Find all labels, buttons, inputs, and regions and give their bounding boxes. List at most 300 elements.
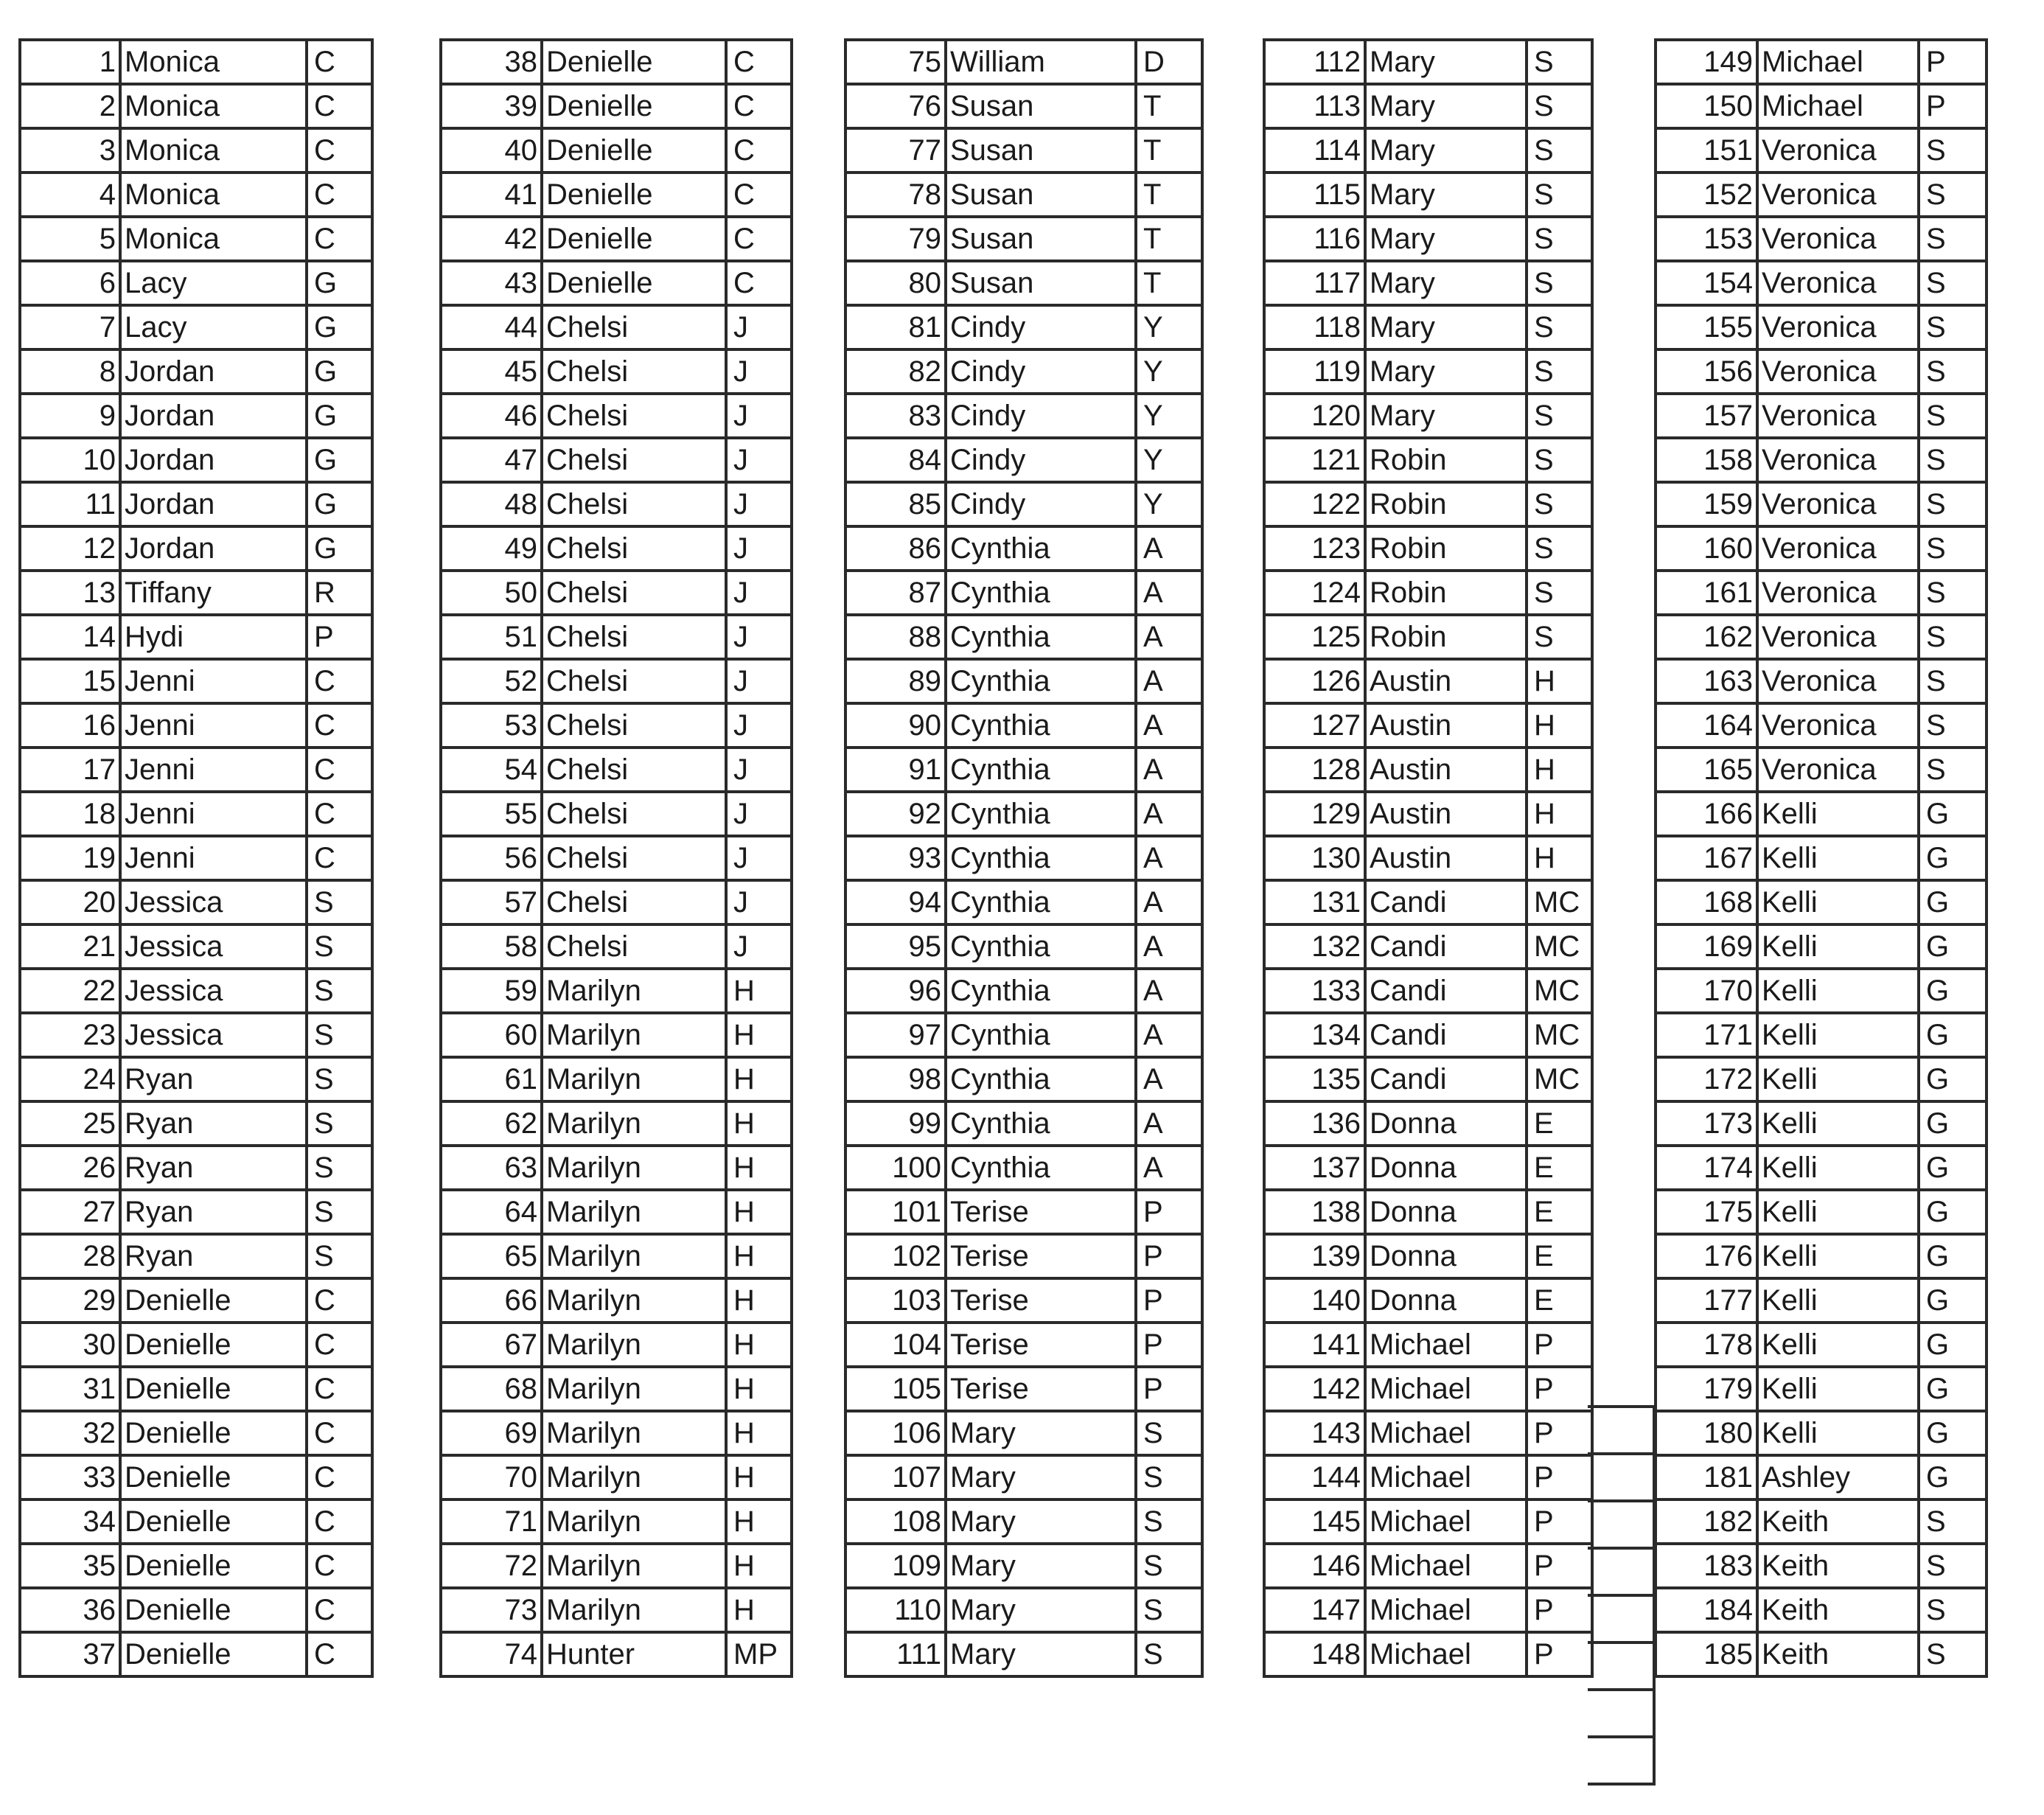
row-number-cell: 54 bbox=[441, 748, 542, 792]
row-number-cell: 10 bbox=[20, 438, 120, 482]
code-cell: H bbox=[726, 969, 792, 1013]
name-cell: Austin bbox=[1365, 792, 1527, 836]
table-row bbox=[20, 792, 372, 836]
row-number-cell: 145 bbox=[1264, 1499, 1365, 1544]
code-cell: H bbox=[726, 1411, 792, 1455]
table-row bbox=[1264, 173, 1592, 217]
code-cell: G bbox=[307, 305, 372, 349]
row-number-cell: 21 bbox=[20, 924, 120, 969]
name-cell: Marilyn bbox=[542, 1057, 726, 1101]
name-cell: Kelli bbox=[1757, 1146, 1919, 1190]
name-cell: Denielle bbox=[120, 1367, 307, 1411]
name-cell: Chelsi bbox=[542, 615, 726, 659]
table-row bbox=[845, 1278, 1202, 1323]
code-cell: C bbox=[307, 1588, 372, 1632]
name-cell: Austin bbox=[1365, 836, 1527, 880]
code-cell: A bbox=[1136, 571, 1202, 615]
name-cell: Denielle bbox=[120, 1278, 307, 1323]
table-row bbox=[845, 305, 1202, 349]
table-row bbox=[845, 261, 1202, 305]
code-cell: G bbox=[1919, 1057, 1987, 1101]
row-number-cell: 157 bbox=[1656, 394, 1757, 438]
empty-row bbox=[1588, 1642, 1654, 1690]
name-cell: Keith bbox=[1757, 1544, 1919, 1588]
name-cell: Mary bbox=[1365, 261, 1527, 305]
table-row bbox=[845, 1146, 1202, 1190]
table-row bbox=[1264, 1544, 1592, 1588]
row-number-cell: 6 bbox=[20, 261, 120, 305]
row-number-cell: 77 bbox=[845, 128, 946, 173]
code-cell: S bbox=[1527, 615, 1592, 659]
table-row bbox=[1656, 1057, 1987, 1101]
code-cell: C bbox=[726, 128, 792, 173]
table-row bbox=[1264, 1455, 1592, 1499]
code-cell: J bbox=[726, 748, 792, 792]
row-number-cell: 33 bbox=[20, 1455, 120, 1499]
row-number-cell: 59 bbox=[441, 969, 542, 1013]
row-number-cell: 112 bbox=[1264, 40, 1365, 84]
code-cell: S bbox=[307, 880, 372, 924]
table-row bbox=[441, 1146, 792, 1190]
empty-row bbox=[1588, 1737, 1654, 1784]
name-cell: Kelli bbox=[1757, 1367, 1919, 1411]
row-number-cell: 17 bbox=[20, 748, 120, 792]
table-row bbox=[1656, 217, 1987, 261]
row-number-cell: 114 bbox=[1264, 128, 1365, 173]
table-row bbox=[441, 1323, 792, 1367]
name-cell: Monica bbox=[120, 84, 307, 128]
name-cell: Denielle bbox=[120, 1455, 307, 1499]
name-cell: Tiffany bbox=[120, 571, 307, 615]
row-number-cell: 41 bbox=[441, 173, 542, 217]
code-cell: A bbox=[1136, 615, 1202, 659]
code-cell: C bbox=[726, 173, 792, 217]
row-number-cell: 76 bbox=[845, 84, 946, 128]
name-cell: Denielle bbox=[120, 1499, 307, 1544]
name-cell: Denielle bbox=[120, 1544, 307, 1588]
code-cell: S bbox=[307, 969, 372, 1013]
row-number-cell: 4 bbox=[20, 173, 120, 217]
code-cell: H bbox=[726, 1278, 792, 1323]
table-row bbox=[845, 615, 1202, 659]
roster-table-2 bbox=[439, 38, 793, 1678]
table-row bbox=[845, 924, 1202, 969]
code-cell: C bbox=[307, 1544, 372, 1588]
table-row bbox=[1264, 305, 1592, 349]
row-number-cell: 20 bbox=[20, 880, 120, 924]
code-cell: J bbox=[726, 703, 792, 748]
row-number-cell: 31 bbox=[20, 1367, 120, 1411]
code-cell: E bbox=[1527, 1234, 1592, 1278]
table-row bbox=[20, 1499, 372, 1544]
row-number-cell: 108 bbox=[845, 1499, 946, 1544]
row-number-cell: 177 bbox=[1656, 1278, 1757, 1323]
code-cell: H bbox=[1527, 659, 1592, 703]
row-number-cell: 84 bbox=[845, 438, 946, 482]
row-number-cell: 110 bbox=[845, 1588, 946, 1632]
table-row bbox=[845, 1013, 1202, 1057]
name-cell: Michael bbox=[1757, 84, 1919, 128]
name-cell: Robin bbox=[1365, 482, 1527, 526]
table-row bbox=[20, 1234, 372, 1278]
name-cell: Robin bbox=[1365, 526, 1527, 571]
table-row bbox=[1656, 792, 1987, 836]
name-cell: Veronica bbox=[1757, 261, 1919, 305]
table-row bbox=[1264, 438, 1592, 482]
row-number-cell: 117 bbox=[1264, 261, 1365, 305]
code-cell: S bbox=[1919, 703, 1987, 748]
table-row bbox=[441, 173, 792, 217]
row-number-cell: 53 bbox=[441, 703, 542, 748]
table-row bbox=[441, 305, 792, 349]
code-cell: G bbox=[1919, 1323, 1987, 1367]
name-cell: Marilyn bbox=[542, 969, 726, 1013]
roster-table-body bbox=[20, 40, 372, 1676]
table-row bbox=[20, 1278, 372, 1323]
table-row bbox=[845, 792, 1202, 836]
row-number-cell: 113 bbox=[1264, 84, 1365, 128]
table-row bbox=[1264, 1234, 1592, 1278]
row-number-cell: 144 bbox=[1264, 1455, 1365, 1499]
table-row bbox=[1264, 1146, 1592, 1190]
code-cell: H bbox=[726, 1234, 792, 1278]
code-cell: S bbox=[307, 1190, 372, 1234]
code-cell: P bbox=[1527, 1544, 1592, 1588]
empty-cell bbox=[1588, 1642, 1654, 1690]
name-cell: Terise bbox=[946, 1323, 1136, 1367]
name-cell: Jordan bbox=[120, 349, 307, 394]
code-cell: H bbox=[726, 1013, 792, 1057]
name-cell: Veronica bbox=[1757, 615, 1919, 659]
code-cell: G bbox=[1919, 1013, 1987, 1057]
code-cell: P bbox=[1919, 84, 1987, 128]
table-row bbox=[1264, 128, 1592, 173]
name-cell: Jessica bbox=[120, 969, 307, 1013]
table-row bbox=[441, 659, 792, 703]
table-row bbox=[441, 1632, 792, 1676]
row-number-cell: 46 bbox=[441, 394, 542, 438]
code-cell: S bbox=[1919, 1588, 1987, 1632]
code-cell: P bbox=[1136, 1190, 1202, 1234]
row-number-cell: 25 bbox=[20, 1101, 120, 1146]
name-cell: Hunter bbox=[542, 1632, 726, 1676]
name-cell: Mary bbox=[1365, 305, 1527, 349]
row-number-cell: 80 bbox=[845, 261, 946, 305]
code-cell: J bbox=[726, 394, 792, 438]
name-cell: Cynthia bbox=[946, 615, 1136, 659]
row-number-cell: 63 bbox=[441, 1146, 542, 1190]
name-cell: Marilyn bbox=[542, 1234, 726, 1278]
row-number-cell: 27 bbox=[20, 1190, 120, 1234]
table-row bbox=[1264, 748, 1592, 792]
row-number-cell: 168 bbox=[1656, 880, 1757, 924]
name-cell: Donna bbox=[1365, 1234, 1527, 1278]
row-number-cell: 60 bbox=[441, 1013, 542, 1057]
name-cell: Chelsi bbox=[542, 305, 726, 349]
table-row bbox=[845, 1367, 1202, 1411]
table-row bbox=[441, 615, 792, 659]
name-cell: Michael bbox=[1365, 1588, 1527, 1632]
table-row bbox=[1656, 1455, 1987, 1499]
row-number-cell: 155 bbox=[1656, 305, 1757, 349]
table-row bbox=[441, 924, 792, 969]
table-row bbox=[1656, 349, 1987, 394]
name-cell: Monica bbox=[120, 40, 307, 84]
name-cell: Jessica bbox=[120, 880, 307, 924]
row-number-cell: 55 bbox=[441, 792, 542, 836]
table-row bbox=[441, 1411, 792, 1455]
name-cell: Terise bbox=[946, 1190, 1136, 1234]
code-cell: E bbox=[1527, 1146, 1592, 1190]
table-row bbox=[20, 84, 372, 128]
code-cell: S bbox=[1136, 1632, 1202, 1676]
table-row bbox=[845, 438, 1202, 482]
row-number-cell: 44 bbox=[441, 305, 542, 349]
name-cell: Kelli bbox=[1757, 1190, 1919, 1234]
table-row bbox=[441, 261, 792, 305]
table-row bbox=[441, 40, 792, 84]
name-cell: Austin bbox=[1365, 659, 1527, 703]
row-number-cell: 139 bbox=[1264, 1234, 1365, 1278]
code-cell: S bbox=[1527, 349, 1592, 394]
roster-table-4 bbox=[1263, 38, 1594, 1678]
table-row bbox=[441, 84, 792, 128]
name-cell: Donna bbox=[1365, 1278, 1527, 1323]
table-row bbox=[20, 571, 372, 615]
row-number-cell: 65 bbox=[441, 1234, 542, 1278]
table-row bbox=[20, 1146, 372, 1190]
row-number-cell: 126 bbox=[1264, 659, 1365, 703]
code-cell: J bbox=[726, 792, 792, 836]
code-cell: S bbox=[1527, 571, 1592, 615]
table-row bbox=[1264, 571, 1592, 615]
code-cell: S bbox=[307, 924, 372, 969]
table-row bbox=[20, 924, 372, 969]
table-row bbox=[845, 1588, 1202, 1632]
table-row bbox=[845, 659, 1202, 703]
row-number-cell: 14 bbox=[20, 615, 120, 659]
code-cell: S bbox=[307, 1101, 372, 1146]
name-cell: Denielle bbox=[542, 128, 726, 173]
name-cell: Kelli bbox=[1757, 880, 1919, 924]
code-cell: S bbox=[1919, 1499, 1987, 1544]
row-number-cell: 1 bbox=[20, 40, 120, 84]
name-cell: Monica bbox=[120, 128, 307, 173]
empty-cell bbox=[1588, 1501, 1654, 1548]
name-cell: Cynthia bbox=[946, 748, 1136, 792]
code-cell: C bbox=[726, 84, 792, 128]
row-number-cell: 86 bbox=[845, 526, 946, 571]
row-number-cell: 34 bbox=[20, 1499, 120, 1544]
code-cell: S bbox=[1919, 394, 1987, 438]
table-row bbox=[20, 1190, 372, 1234]
name-cell: Candi bbox=[1365, 924, 1527, 969]
name-cell: Marilyn bbox=[542, 1367, 726, 1411]
row-number-cell: 142 bbox=[1264, 1367, 1365, 1411]
code-cell: A bbox=[1136, 703, 1202, 748]
row-number-cell: 107 bbox=[845, 1455, 946, 1499]
name-cell: Keith bbox=[1757, 1499, 1919, 1544]
table-row bbox=[1656, 1588, 1987, 1632]
name-cell: Cynthia bbox=[946, 703, 1136, 748]
row-number-cell: 154 bbox=[1656, 261, 1757, 305]
row-number-cell: 45 bbox=[441, 349, 542, 394]
roster-table-body bbox=[845, 40, 1202, 1676]
table-row bbox=[20, 217, 372, 261]
code-cell: A bbox=[1136, 526, 1202, 571]
code-cell: J bbox=[726, 305, 792, 349]
name-cell: Marilyn bbox=[542, 1146, 726, 1190]
code-cell: P bbox=[1919, 40, 1987, 84]
table-row bbox=[20, 969, 372, 1013]
table-row bbox=[441, 482, 792, 526]
code-cell: G bbox=[1919, 880, 1987, 924]
row-number-cell: 156 bbox=[1656, 349, 1757, 394]
row-number-cell: 116 bbox=[1264, 217, 1365, 261]
name-cell: Chelsi bbox=[542, 703, 726, 748]
table-row bbox=[1264, 615, 1592, 659]
table-row bbox=[1264, 482, 1592, 526]
name-cell: Hydi bbox=[120, 615, 307, 659]
name-cell: Veronica bbox=[1757, 482, 1919, 526]
name-cell: Cynthia bbox=[946, 924, 1136, 969]
name-cell: Ryan bbox=[120, 1101, 307, 1146]
table-row bbox=[845, 748, 1202, 792]
name-cell: Susan bbox=[946, 128, 1136, 173]
table-row bbox=[1264, 40, 1592, 84]
code-cell: E bbox=[1527, 1101, 1592, 1146]
table-row bbox=[845, 482, 1202, 526]
code-cell: G bbox=[1919, 1146, 1987, 1190]
table-row bbox=[20, 305, 372, 349]
table-row bbox=[1656, 1323, 1987, 1367]
empty-row bbox=[1588, 1595, 1654, 1642]
row-number-cell: 42 bbox=[441, 217, 542, 261]
name-cell: Donna bbox=[1365, 1190, 1527, 1234]
row-number-cell: 176 bbox=[1656, 1234, 1757, 1278]
code-cell: C bbox=[307, 217, 372, 261]
name-cell: Veronica bbox=[1757, 349, 1919, 394]
code-cell: H bbox=[1527, 792, 1592, 836]
row-number-cell: 5 bbox=[20, 217, 120, 261]
table-row bbox=[1656, 482, 1987, 526]
name-cell: Monica bbox=[120, 217, 307, 261]
code-cell: S bbox=[1919, 349, 1987, 394]
code-cell: E bbox=[1527, 1278, 1592, 1323]
row-number-cell: 2 bbox=[20, 84, 120, 128]
name-cell: Mary bbox=[946, 1544, 1136, 1588]
table-row bbox=[845, 1632, 1202, 1676]
table-row bbox=[1656, 261, 1987, 305]
name-cell: Denielle bbox=[542, 40, 726, 84]
name-cell: Robin bbox=[1365, 615, 1527, 659]
name-cell: Cindy bbox=[946, 305, 1136, 349]
row-number-cell: 124 bbox=[1264, 571, 1365, 615]
row-number-cell: 8 bbox=[20, 349, 120, 394]
table-row bbox=[1656, 438, 1987, 482]
row-number-cell: 135 bbox=[1264, 1057, 1365, 1101]
row-number-cell: 22 bbox=[20, 969, 120, 1013]
code-cell: G bbox=[1919, 1101, 1987, 1146]
row-number-cell: 38 bbox=[441, 40, 542, 84]
table-row bbox=[845, 1455, 1202, 1499]
name-cell: Michael bbox=[1365, 1544, 1527, 1588]
empty-cell bbox=[1588, 1548, 1654, 1595]
table-row bbox=[1264, 703, 1592, 748]
roster-table-3 bbox=[844, 38, 1204, 1678]
code-cell: S bbox=[1919, 659, 1987, 703]
table-row bbox=[441, 349, 792, 394]
name-cell: Kelli bbox=[1757, 969, 1919, 1013]
name-cell: Michael bbox=[1365, 1632, 1527, 1676]
table-row bbox=[1264, 1278, 1592, 1323]
table-row bbox=[441, 748, 792, 792]
name-cell: Susan bbox=[946, 84, 1136, 128]
table-row bbox=[845, 217, 1202, 261]
code-cell: P bbox=[1527, 1588, 1592, 1632]
empty-extension-cells bbox=[1588, 1405, 1656, 1786]
table-row bbox=[20, 615, 372, 659]
code-cell: P bbox=[307, 615, 372, 659]
row-number-cell: 150 bbox=[1656, 84, 1757, 128]
name-cell: Veronica bbox=[1757, 394, 1919, 438]
code-cell: C bbox=[307, 1278, 372, 1323]
code-cell: C bbox=[726, 261, 792, 305]
name-cell: Marilyn bbox=[542, 1190, 726, 1234]
table-row bbox=[441, 1057, 792, 1101]
table-row bbox=[20, 261, 372, 305]
row-number-cell: 24 bbox=[20, 1057, 120, 1101]
name-cell: Kelli bbox=[1757, 1411, 1919, 1455]
table-row bbox=[1264, 217, 1592, 261]
code-cell: T bbox=[1136, 128, 1202, 173]
code-cell: A bbox=[1136, 1057, 1202, 1101]
row-number-cell: 173 bbox=[1656, 1101, 1757, 1146]
table-row bbox=[1656, 1190, 1987, 1234]
row-number-cell: 13 bbox=[20, 571, 120, 615]
row-number-cell: 163 bbox=[1656, 659, 1757, 703]
row-number-cell: 166 bbox=[1656, 792, 1757, 836]
empty-cell bbox=[1588, 1407, 1654, 1454]
table-row bbox=[1264, 1588, 1592, 1632]
row-number-cell: 161 bbox=[1656, 571, 1757, 615]
row-number-cell: 7 bbox=[20, 305, 120, 349]
table-row bbox=[1264, 261, 1592, 305]
name-cell: Marilyn bbox=[542, 1455, 726, 1499]
row-number-cell: 62 bbox=[441, 1101, 542, 1146]
row-number-cell: 182 bbox=[1656, 1499, 1757, 1544]
name-cell: Chelsi bbox=[542, 659, 726, 703]
row-number-cell: 78 bbox=[845, 173, 946, 217]
empty-cell bbox=[1588, 1595, 1654, 1642]
row-number-cell: 82 bbox=[845, 349, 946, 394]
table-row bbox=[845, 40, 1202, 84]
code-cell: MC bbox=[1527, 969, 1592, 1013]
row-number-cell: 73 bbox=[441, 1588, 542, 1632]
code-cell: MC bbox=[1527, 924, 1592, 969]
code-cell: G bbox=[1919, 1411, 1987, 1455]
code-cell: G bbox=[1919, 836, 1987, 880]
table-row bbox=[441, 1278, 792, 1323]
name-cell: Chelsi bbox=[542, 349, 726, 394]
table-row bbox=[20, 880, 372, 924]
row-number-cell: 96 bbox=[845, 969, 946, 1013]
table-row bbox=[441, 526, 792, 571]
row-number-cell: 121 bbox=[1264, 438, 1365, 482]
code-cell: C bbox=[307, 40, 372, 84]
name-cell: Cynthia bbox=[946, 1013, 1136, 1057]
table-row bbox=[845, 1544, 1202, 1588]
